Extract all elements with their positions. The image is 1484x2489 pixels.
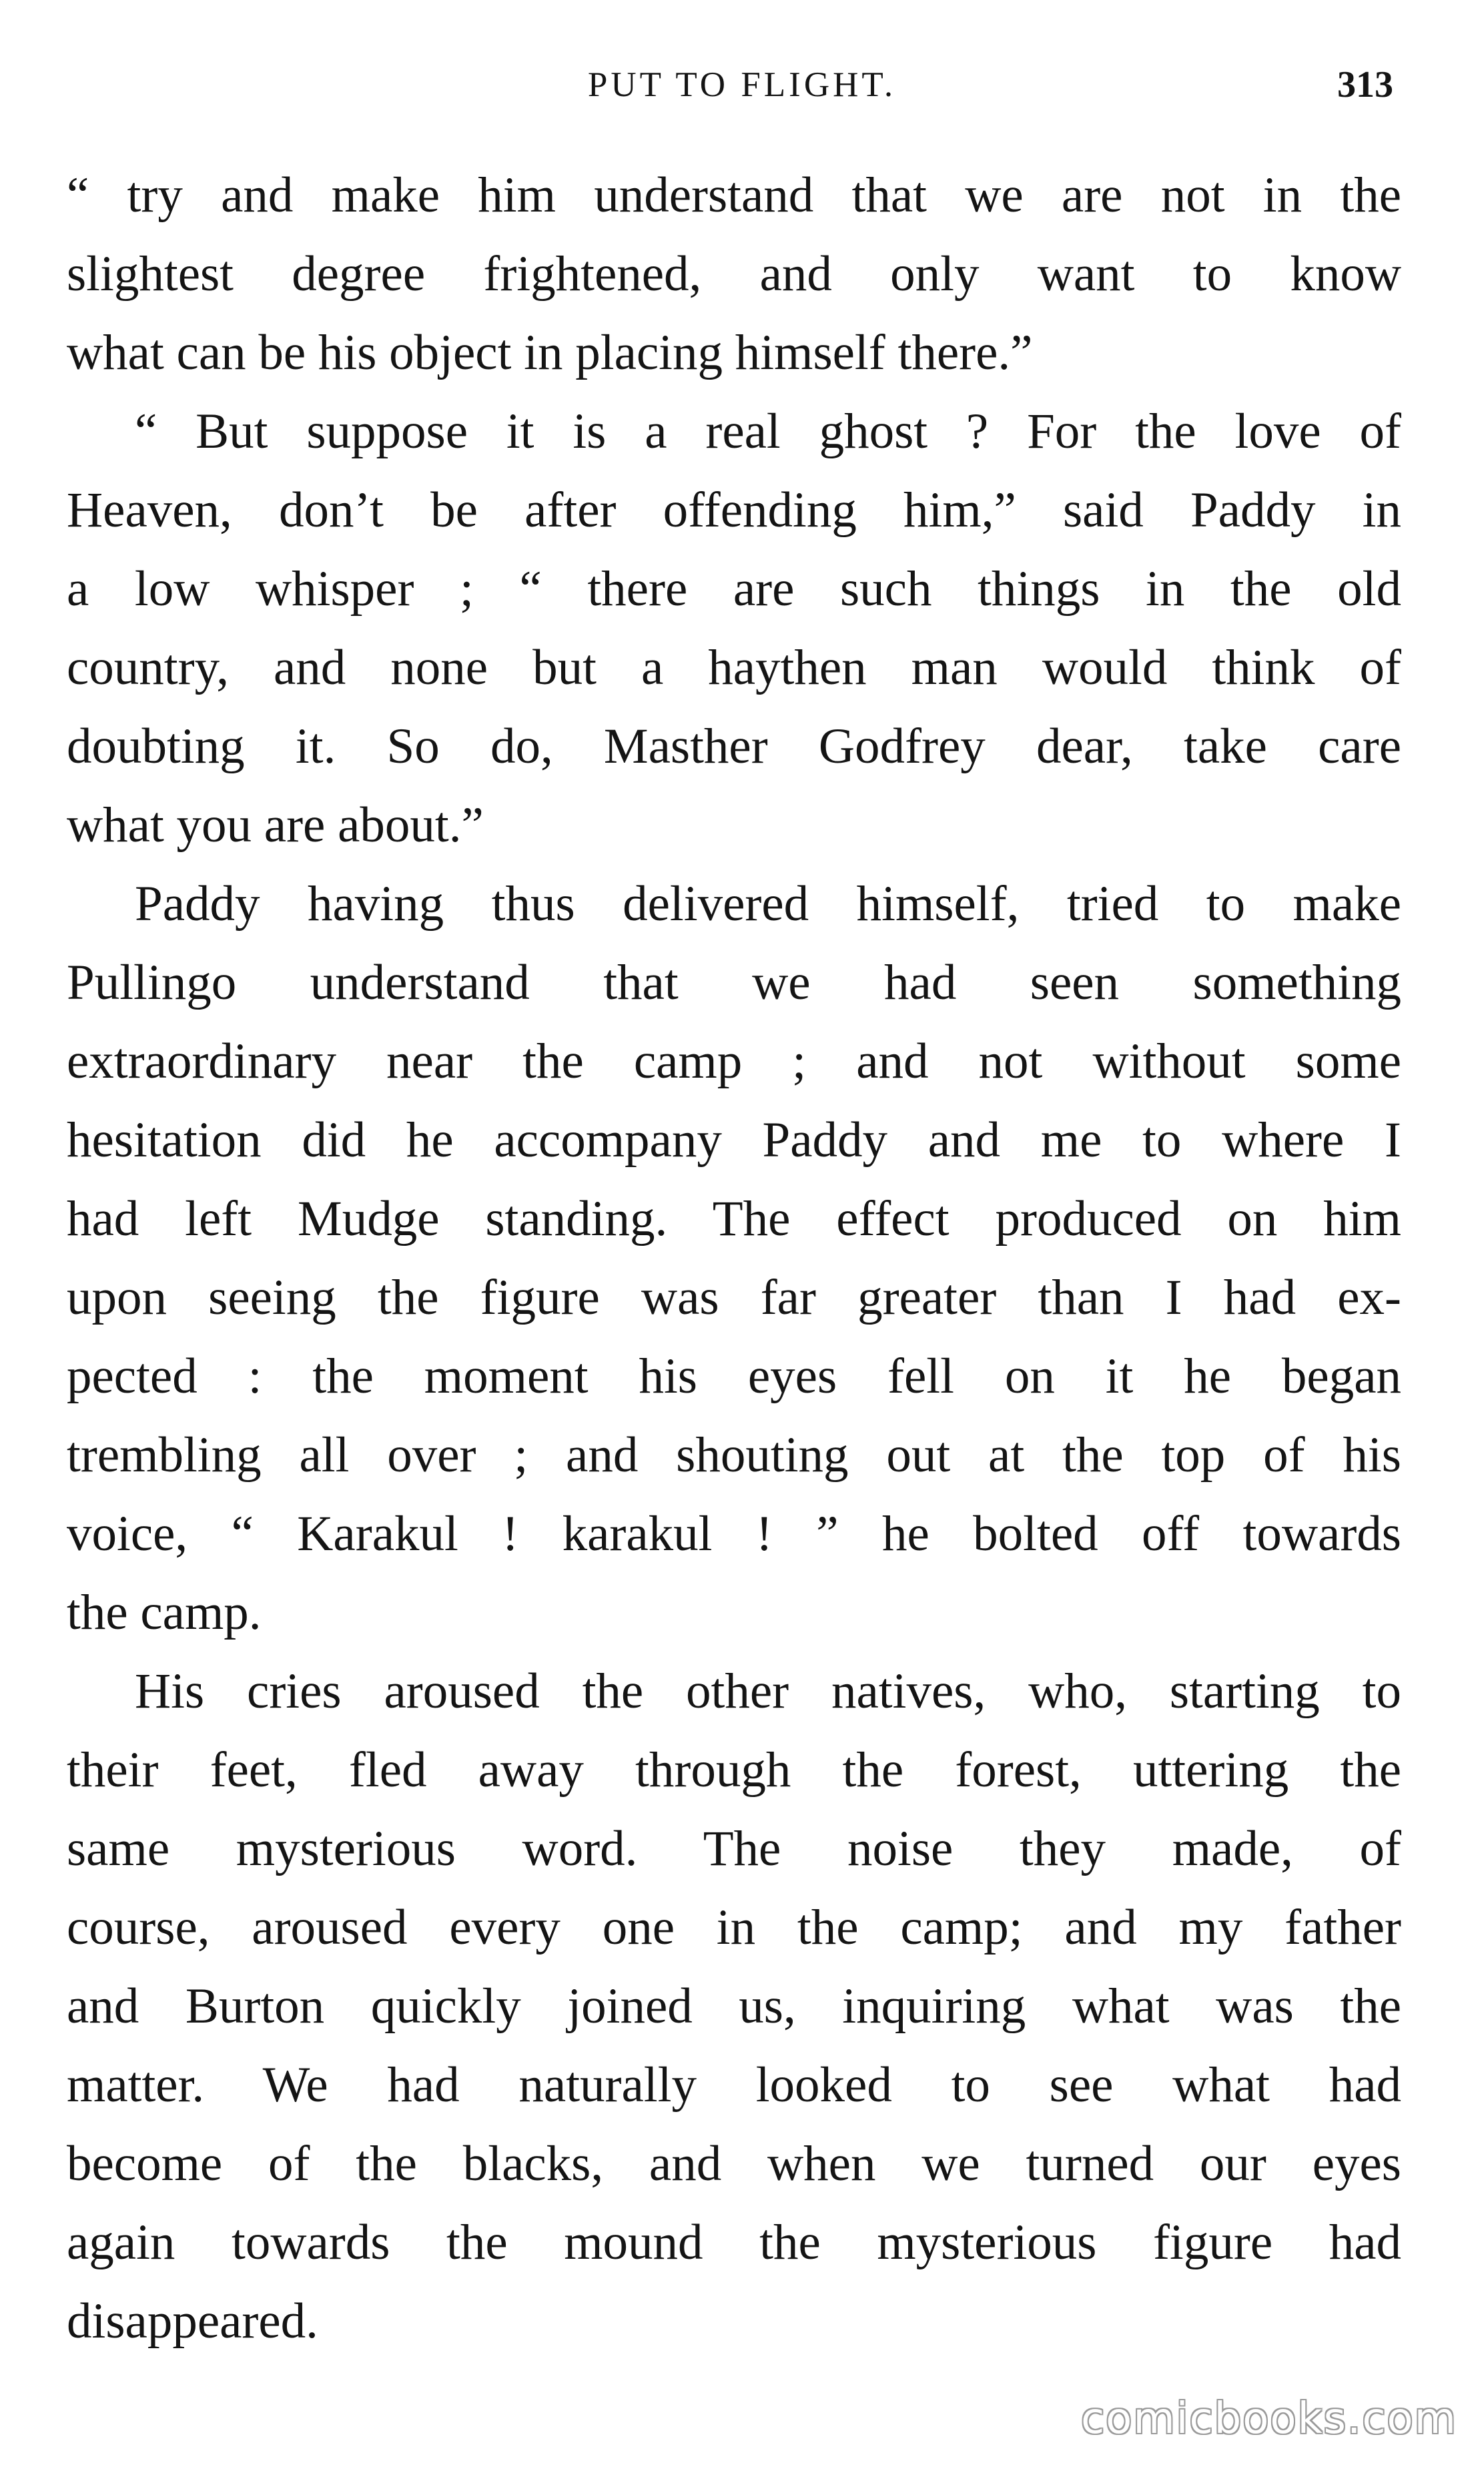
text-line: had left Mudge standing. The effect produced on him (67, 1191, 1401, 1247)
text-line: course, aroused every one in the camp; and my father (67, 1900, 1401, 1955)
running-head (0, 61, 1484, 108)
text-line: disappeared. (67, 2293, 318, 2349)
text-line: Heaven, don’t be after offending him,” said Paddy in (67, 482, 1401, 538)
text-line: slightest degree frightened, and only want to know (67, 246, 1401, 302)
text-line: trembling all over ; and shouting out at the top of his (67, 1427, 1401, 1483)
text-line: what can be his object in placing himself there.” (67, 325, 1033, 380)
text-line: extraordinary near the camp ; and not without some (67, 1034, 1401, 1089)
text-line: “ But suppose it is a real ghost ? For the love of (135, 404, 1401, 459)
text-line: “ try and make him understand that we are not in the (67, 167, 1401, 223)
text-line: Paddy having thus delivered himself, tried to make (135, 876, 1401, 932)
text-line: Pullingo understand that we had seen something (67, 955, 1401, 1010)
body-text (67, 156, 1401, 2361)
text-line: same mysterious word. The noise they made, of (67, 1821, 1401, 1876)
running-title: PUT TO FLIGHT. (587, 65, 897, 104)
text-line: matter. We had naturally looked to see what had (67, 2057, 1401, 2113)
text-line: upon seeing the figure was far greater than I had ex- (67, 1270, 1401, 1325)
text-line: their feet, fled away through the forest, uttering the (67, 1742, 1401, 1798)
watermark: comicbooks.com (1080, 2394, 1457, 2444)
text-line: His cries aroused the other natives, who, starting to (135, 1664, 1401, 1719)
text-line: doubting it. So do, Masther Godfrey dear, take care (67, 719, 1401, 774)
text-line: voice, “ Karakul ! karakul ! ” he bolted off towards (67, 1506, 1401, 1561)
text-line: the camp. (67, 1585, 262, 1640)
page-number: 313 (1337, 64, 1393, 105)
text-line: and Burton quickly joined us, inquiring what was the (67, 1979, 1401, 2034)
text-line: again towards the mound the mysterious figure had (67, 2215, 1401, 2270)
text-line: hesitation did he accompany Paddy and me to where I (67, 1112, 1401, 1168)
text-line: what you are about.” (67, 797, 484, 853)
text-line: pected : the moment his eyes fell on it he began (67, 1349, 1401, 1404)
text-line: a low whisper ; “ there are such things in the old (67, 561, 1401, 617)
text-line: become of the blacks, and when we turned our eyes (67, 2136, 1401, 2191)
text-line: country, and none but a haythen man would think of (67, 640, 1401, 695)
